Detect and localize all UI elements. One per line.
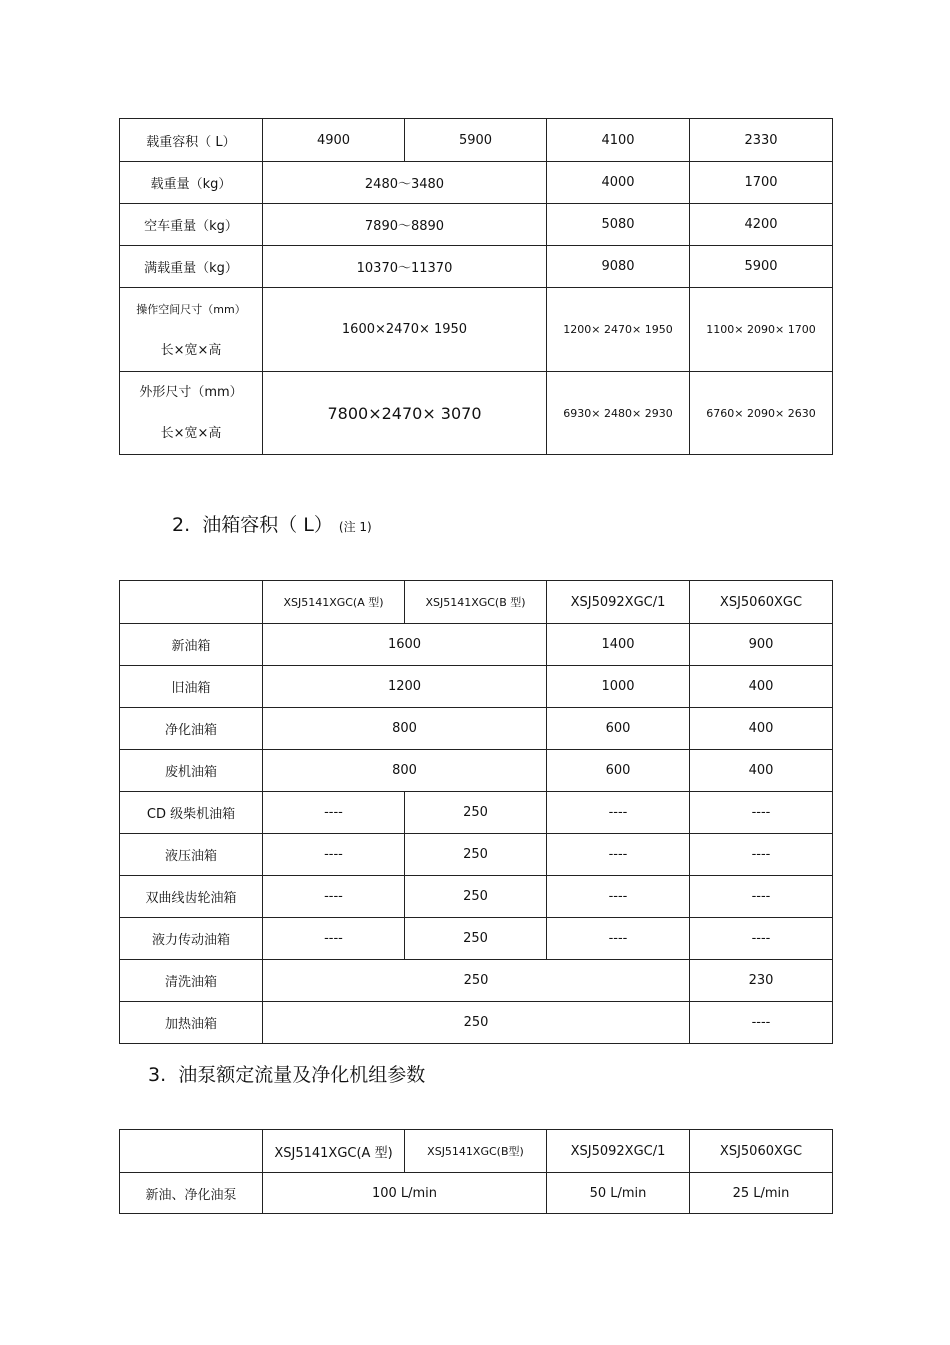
cell: ---- bbox=[547, 792, 690, 834]
section-title: 油泵额定流量及净化机组参数 bbox=[178, 1064, 426, 1086]
table-row bbox=[120, 162, 833, 204]
cell: ---- bbox=[690, 918, 833, 960]
table-row bbox=[120, 372, 833, 455]
cell: 800 bbox=[263, 708, 547, 750]
section-3-heading bbox=[148, 1060, 425, 1087]
row-label-line2: 长×宽×高 bbox=[160, 342, 222, 358]
row-label: 载重量（kg） bbox=[120, 162, 263, 204]
cell: 250 bbox=[263, 1002, 690, 1044]
cell: ---- bbox=[547, 834, 690, 876]
cell: 250 bbox=[405, 834, 547, 876]
cell: 4200 bbox=[690, 204, 833, 246]
cell: ---- bbox=[547, 876, 690, 918]
cell: 250 bbox=[405, 792, 547, 834]
table-row bbox=[120, 960, 833, 1002]
row-label: 新油箱 bbox=[120, 624, 263, 666]
cell: 230 bbox=[690, 960, 833, 1002]
cell: 6760× 2090× 2630 bbox=[690, 372, 833, 455]
table-row bbox=[120, 119, 833, 162]
column-header: XSJ5141XGC(B型) bbox=[405, 1130, 547, 1173]
cell: 900 bbox=[690, 624, 833, 666]
header-blank bbox=[120, 581, 263, 624]
column-header: XSJ5092XGC/1 bbox=[547, 1130, 690, 1173]
row-label bbox=[120, 288, 263, 372]
cell: 5900 bbox=[405, 119, 547, 162]
section-note: (注 1) bbox=[338, 520, 372, 534]
cell: 400 bbox=[690, 708, 833, 750]
cell: 250 bbox=[405, 918, 547, 960]
cell: 2330 bbox=[690, 119, 833, 162]
table-row bbox=[120, 918, 833, 960]
table-row bbox=[120, 204, 833, 246]
row-label: 新油、净化油泵 bbox=[120, 1173, 263, 1214]
table-row bbox=[120, 834, 833, 876]
table-row bbox=[120, 792, 833, 834]
section-number: 3. bbox=[148, 1064, 167, 1086]
table-row bbox=[120, 876, 833, 918]
vehicle-spec-table bbox=[119, 118, 833, 455]
cell: 1700 bbox=[690, 162, 833, 204]
row-label: 加热油箱 bbox=[120, 1002, 263, 1044]
column-header: XSJ5141XGC(A 型) bbox=[263, 581, 405, 624]
column-header: XSJ5060XGC bbox=[690, 581, 833, 624]
cell: 6930× 2480× 2930 bbox=[547, 372, 690, 455]
header-blank bbox=[120, 1130, 263, 1173]
cell: ---- bbox=[690, 834, 833, 876]
row-label: 废机油箱 bbox=[120, 750, 263, 792]
cell: ---- bbox=[547, 918, 690, 960]
row-label: 双曲线齿轮油箱 bbox=[120, 876, 263, 918]
table-header-row bbox=[120, 1130, 833, 1173]
cell: 50 L/min bbox=[547, 1173, 690, 1214]
row-label: 净化油箱 bbox=[120, 708, 263, 750]
column-header: XSJ5060XGC bbox=[690, 1130, 833, 1173]
row-label: 清洗油箱 bbox=[120, 960, 263, 1002]
cell: ---- bbox=[690, 792, 833, 834]
cell: 400 bbox=[690, 750, 833, 792]
table-row bbox=[120, 288, 833, 372]
table-row bbox=[120, 1173, 833, 1214]
cell: 1400 bbox=[547, 624, 690, 666]
cell: ---- bbox=[690, 1002, 833, 1044]
cell: 1000 bbox=[547, 666, 690, 708]
oil-tank-capacity-table bbox=[119, 580, 833, 1044]
column-header: XSJ5092XGC/1 bbox=[547, 581, 690, 624]
table-row bbox=[120, 750, 833, 792]
cell: 600 bbox=[547, 750, 690, 792]
table-row bbox=[120, 708, 833, 750]
cell: 1600 bbox=[263, 624, 547, 666]
cell: 5080 bbox=[547, 204, 690, 246]
cell: 1200 bbox=[263, 666, 547, 708]
cell: ---- bbox=[263, 918, 405, 960]
row-label: CD 级柴机油箱 bbox=[120, 792, 263, 834]
table-header-row bbox=[120, 581, 833, 624]
section-number: 2. bbox=[172, 514, 191, 536]
column-header: XSJ5141XGC(A 型) bbox=[263, 1130, 405, 1173]
row-label: 满载重量（kg） bbox=[120, 246, 263, 288]
row-label bbox=[120, 372, 263, 455]
cell: ---- bbox=[690, 876, 833, 918]
cell: 9080 bbox=[547, 246, 690, 288]
column-header: XSJ5141XGC(B 型) bbox=[405, 581, 547, 624]
cell: 400 bbox=[690, 666, 833, 708]
cell: 100 L/min bbox=[263, 1173, 547, 1214]
cell: 250 bbox=[263, 960, 690, 1002]
cell: 7800×2470× 3070 bbox=[263, 372, 547, 455]
row-label: 液压油箱 bbox=[120, 834, 263, 876]
cell: 10370～11370 bbox=[263, 246, 547, 288]
section-2-heading bbox=[172, 510, 372, 537]
row-label: 载重容积（ L） bbox=[120, 119, 263, 162]
cell: ---- bbox=[263, 792, 405, 834]
cell: 250 bbox=[405, 876, 547, 918]
table-row bbox=[120, 624, 833, 666]
row-label-line1: 操作空间尺寸（mm） bbox=[136, 302, 246, 316]
section-title: 油箱容积（ L） bbox=[202, 514, 333, 536]
row-label: 空车重量（kg） bbox=[120, 204, 263, 246]
cell: 600 bbox=[547, 708, 690, 750]
row-label-line2: 长×宽×高 bbox=[160, 426, 222, 441]
cell: 5900 bbox=[690, 246, 833, 288]
table-row bbox=[120, 666, 833, 708]
cell: 2480～3480 bbox=[263, 162, 547, 204]
row-label: 液力传动油箱 bbox=[120, 918, 263, 960]
cell: 800 bbox=[263, 750, 547, 792]
cell: 1100× 2090× 1700 bbox=[690, 288, 833, 372]
cell: 7890～8890 bbox=[263, 204, 547, 246]
table-row bbox=[120, 246, 833, 288]
cell: 4000 bbox=[547, 162, 690, 204]
pump-flow-table bbox=[119, 1129, 833, 1214]
cell: 1600×2470× 1950 bbox=[263, 288, 547, 372]
row-label-line1: 外形尺寸（mm） bbox=[139, 385, 243, 400]
table-row bbox=[120, 1002, 833, 1044]
cell: 4900 bbox=[263, 119, 405, 162]
cell: 1200× 2470× 1950 bbox=[547, 288, 690, 372]
cell: ---- bbox=[263, 834, 405, 876]
cell: ---- bbox=[263, 876, 405, 918]
cell: 4100 bbox=[547, 119, 690, 162]
row-label: 旧油箱 bbox=[120, 666, 263, 708]
cell: 25 L/min bbox=[690, 1173, 833, 1214]
